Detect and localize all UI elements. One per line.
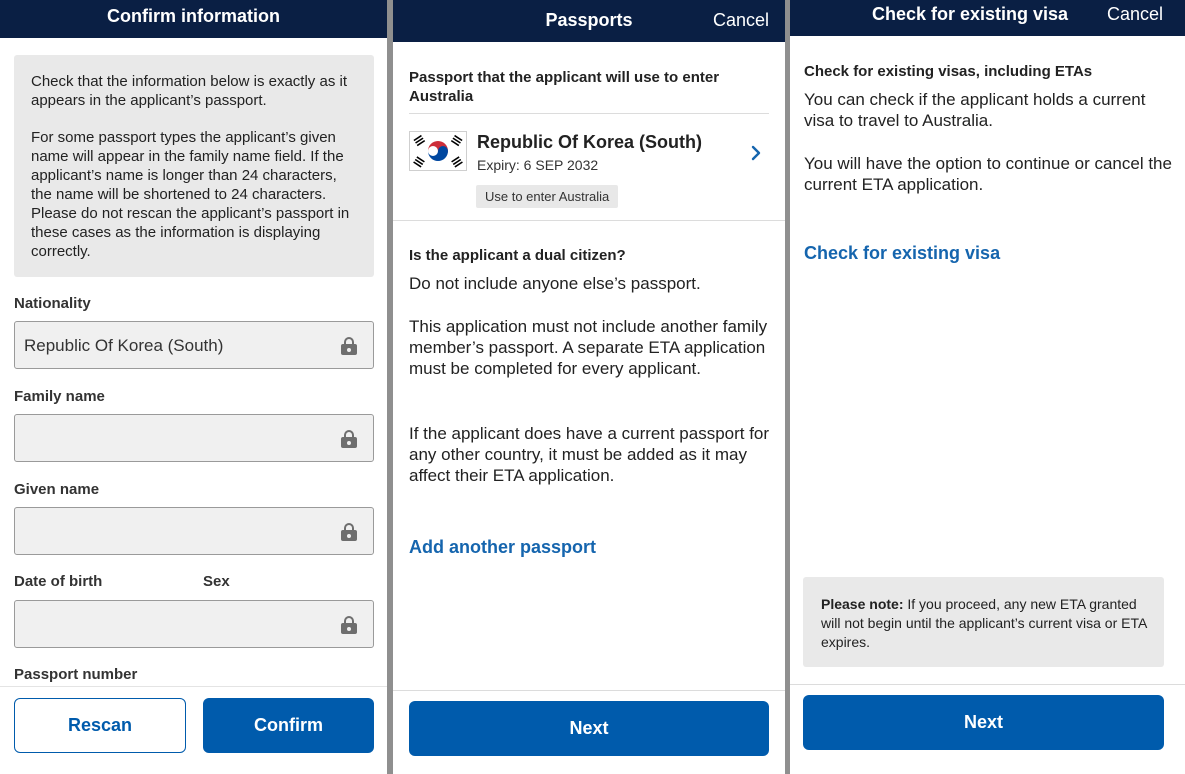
- lock-icon: [341, 616, 357, 634]
- header-bar: [0, 0, 387, 38]
- note-label: Please note:: [821, 596, 904, 612]
- lock-icon: [341, 430, 357, 448]
- rescan-button[interactable]: Rescan: [14, 698, 186, 753]
- passports-screen: [393, 0, 785, 774]
- family-name-field: [14, 414, 374, 462]
- nationality-label: Nationality: [14, 295, 91, 312]
- info-text-1: Check that the information below is exactly as it appears in the applicant’s passport.: [31, 73, 347, 109]
- cancel-button[interactable]: Cancel: [1106, 4, 1163, 24]
- family-name-label: Family name: [14, 388, 105, 405]
- given-name-label: Given name: [14, 481, 100, 498]
- section-heading: Passport that the applicant will use to enter Australia: [409, 69, 720, 105]
- passport-card[interactable]: [409, 127, 769, 215]
- paragraph-1: Do not include anyone else’s passport.: [409, 274, 701, 293]
- divider: [409, 113, 769, 114]
- date-of-birth-label: Date of birth: [14, 573, 103, 590]
- korea-flag-icon: [409, 131, 467, 171]
- paragraph-2: This application must not include another family member’s passport. A separate ETA application must be completed for every applicant.: [409, 317, 768, 378]
- given-name-field: [14, 507, 374, 555]
- header-bar: [393, 0, 785, 42]
- add-another-passport-link[interactable]: Add another passport: [409, 537, 597, 557]
- header-bar: [790, 0, 1185, 36]
- next-button[interactable]: Next: [409, 701, 769, 756]
- page-title: Check for existing visa: [871, 4, 1069, 24]
- status-badge: Use to enter Australia: [476, 185, 618, 208]
- nationality-field: [14, 321, 374, 369]
- lock-icon: [341, 337, 357, 355]
- chevron-right-icon: [750, 145, 762, 161]
- section-heading: Check for existing visas, including ETAs: [804, 63, 1093, 80]
- passport-number-label: Passport number: [14, 666, 138, 683]
- sex-label: Sex: [203, 573, 230, 590]
- footer-divider: [393, 690, 785, 691]
- check-existing-visa-link[interactable]: Check for existing visa: [804, 243, 1001, 263]
- lock-icon: [341, 523, 357, 541]
- paragraph-2: You will have the option to continue or cancel the current ETA application.: [804, 154, 1172, 194]
- paragraph-1: You can check if the applicant holds a current visa to travel to Australia.: [804, 90, 1146, 130]
- dual-citizen-heading: Is the applicant a dual citizen?: [409, 247, 626, 264]
- passport-country: Republic Of Korea (South): [477, 132, 702, 152]
- page-title: Passports: [545, 10, 633, 30]
- footer-divider: [790, 684, 1185, 685]
- note-box: [803, 577, 1164, 667]
- confirm-button[interactable]: Confirm: [203, 698, 374, 753]
- passport-expiry: Expiry: 6 SEP 2032: [477, 157, 599, 173]
- paragraph-3: If the applicant does have a current passport for any other country, it must be added as it may affect their ETA application.: [409, 424, 770, 485]
- page-title: Confirm information: [107, 6, 280, 26]
- info-text-2: For some passport types the applicant’s given name will appear in the family name field. If the applicant’s name is longer than 24 characters, the name will be shortened to 24 characters. Please do not rescan the applicant’s passport in these cases as the information is displaying correctly.: [31, 129, 350, 260]
- note-body: If you proceed, any new ETA granted will not begin until the applicant’s current visa or ETA expires.: [821, 596, 1147, 650]
- note-text: [821, 595, 1148, 652]
- check-existing-visa-screen: [790, 0, 1185, 774]
- confirm-information-screen: [0, 0, 387, 774]
- date-of-birth-field: [14, 600, 374, 648]
- cancel-button[interactable]: Cancel: [712, 10, 769, 30]
- nationality-value: Republic Of Korea (South): [24, 336, 224, 355]
- next-button[interactable]: Next: [803, 695, 1164, 750]
- info-box: [14, 55, 374, 277]
- divider: [393, 220, 785, 221]
